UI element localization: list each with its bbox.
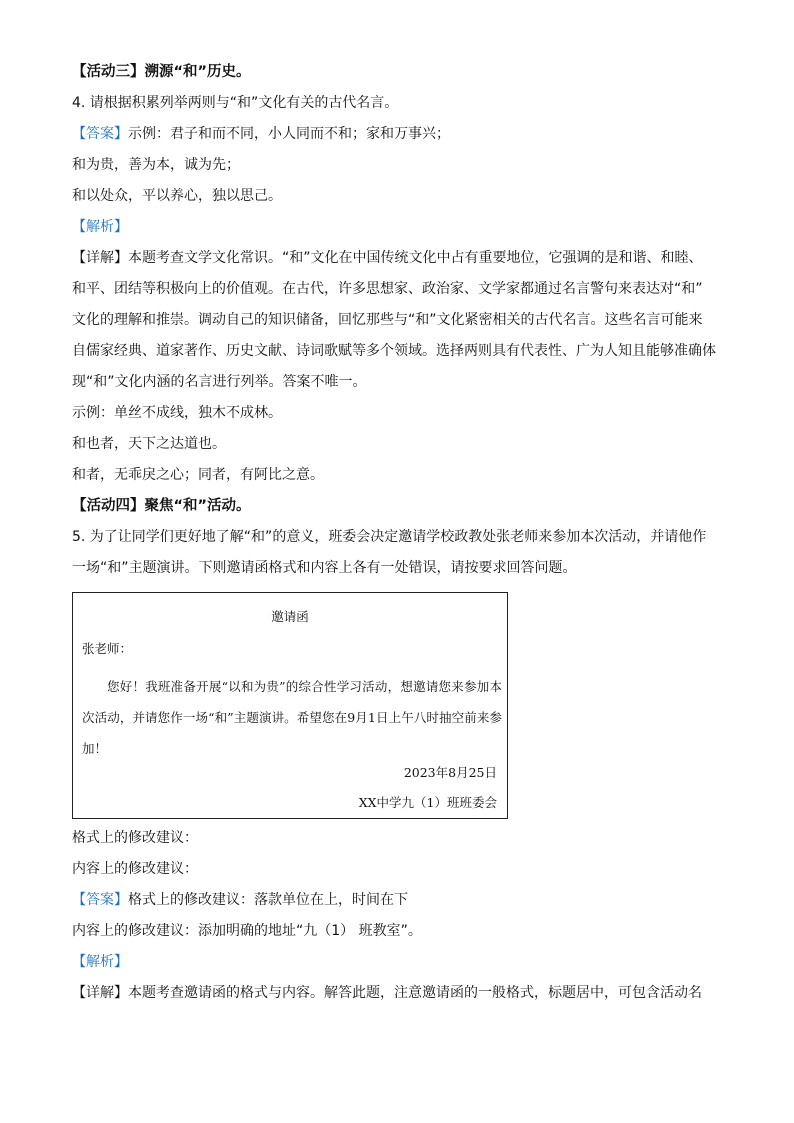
example-line-2: 和也者，天下之达道也。 xyxy=(72,436,226,452)
detail-4-line-1 xyxy=(72,248,732,268)
format-prompt: 格式上的修改建议： xyxy=(72,830,198,846)
detail-5-line-1 xyxy=(72,983,732,1003)
answer-5-line-1 xyxy=(72,890,732,910)
activity3-heading: 【活动三】溯源“和”历史。 xyxy=(72,64,251,80)
detail-tag: 【详解】 xyxy=(72,985,128,1001)
detail-4-line-5: 现“和”文化内涵的名言进行列举。答案不唯一。 xyxy=(72,374,367,390)
answer-5-line-2: 内容上的修改建议：添加明确的地址“九（1） 班教室”。 xyxy=(72,923,422,939)
invitation-salutation: 张老师： xyxy=(82,641,133,656)
example-line-3: 和者，无乖戾之心；同者，有阿比之意。 xyxy=(72,467,324,483)
invitation-date: 2023年8月25日 xyxy=(403,765,497,780)
answer-text: 格式上的修改建议：落款单位在上，时间在下 xyxy=(128,892,408,908)
analysis-tag: 【解析】 xyxy=(72,219,128,235)
detail-text: 本题考查文学文化常识。“和”文化在中国传统文化中占有重要地位，它强调的是和谐、和睦、 xyxy=(128,250,703,266)
answer-4-line-3: 和以处众，平以养心，独以思己。 xyxy=(72,188,282,204)
question-5-line-1: 5. 为了让同学们更好地了解“和”的意义，班委会决定邀请学校政教处张老师来参加本次活动，并请他作 xyxy=(72,529,707,545)
question-4: 4. 请根据积累列举两则与“和”文化有关的古代名言。 xyxy=(72,95,399,111)
example-line-1: 示例：单丝不成线，独木不成林。 xyxy=(72,405,282,421)
invitation-body: 您好！我班准备开展“以和为贵”的综合性学习活动，想邀请您来参加本次活动，并请您作一场“和”主题演讲。希望您在9月1日上午八时抽空前来参加！ xyxy=(82,679,502,756)
answer-4-line-1 xyxy=(72,124,732,144)
detail-4-line-3: 文化的理解和推崇。调动自己的知识储备，回忆那些与“和”文化紧密相关的古代名言。这些名言可能来 xyxy=(72,312,703,328)
content-prompt: 内容上的修改建议： xyxy=(72,861,198,877)
answer-tag: 【答案】 xyxy=(72,892,128,908)
invitation-title: 邀请函 xyxy=(271,609,309,624)
answer-tag: 【答案】 xyxy=(72,126,128,142)
document-page-top xyxy=(72,62,732,589)
answer-4-line-2: 和为贵，善为本，诚为先； xyxy=(72,157,240,173)
invitation-signature: XX中学九（1）班班委会 xyxy=(358,795,497,810)
answer-text: 示例：君子和而不同，小人同而不和；家和万事兴； xyxy=(128,126,450,142)
activity4-heading: 【活动四】聚焦“和”活动。 xyxy=(72,498,251,514)
question-5-line-2: 一场“和”主题演讲。下则邀请函格式和内容上各有一处错误，请按要求回答问题。 xyxy=(72,560,577,576)
detail-text: 本题考查邀请函的格式与内容。解答此题，注意邀请函的一般格式，标题居中，可包含活动名 xyxy=(128,985,702,1001)
detail-4-line-2: 和平、团结等积极向上的价值观。在古代，许多思想家、政治家、文学家都通过名言警句来表达对“和” xyxy=(72,281,703,297)
invitation-letter-box xyxy=(72,592,508,819)
analysis-tag: 【解析】 xyxy=(72,954,128,970)
detail-4-line-4: 自儒家经典、道家著作、历史文献、诗词歌赋等多个领域。选择两则具有代表性、广为人知且能够准确体 xyxy=(72,343,716,359)
detail-tag: 【详解】 xyxy=(72,250,128,266)
document-page-bottom xyxy=(72,828,732,1014)
